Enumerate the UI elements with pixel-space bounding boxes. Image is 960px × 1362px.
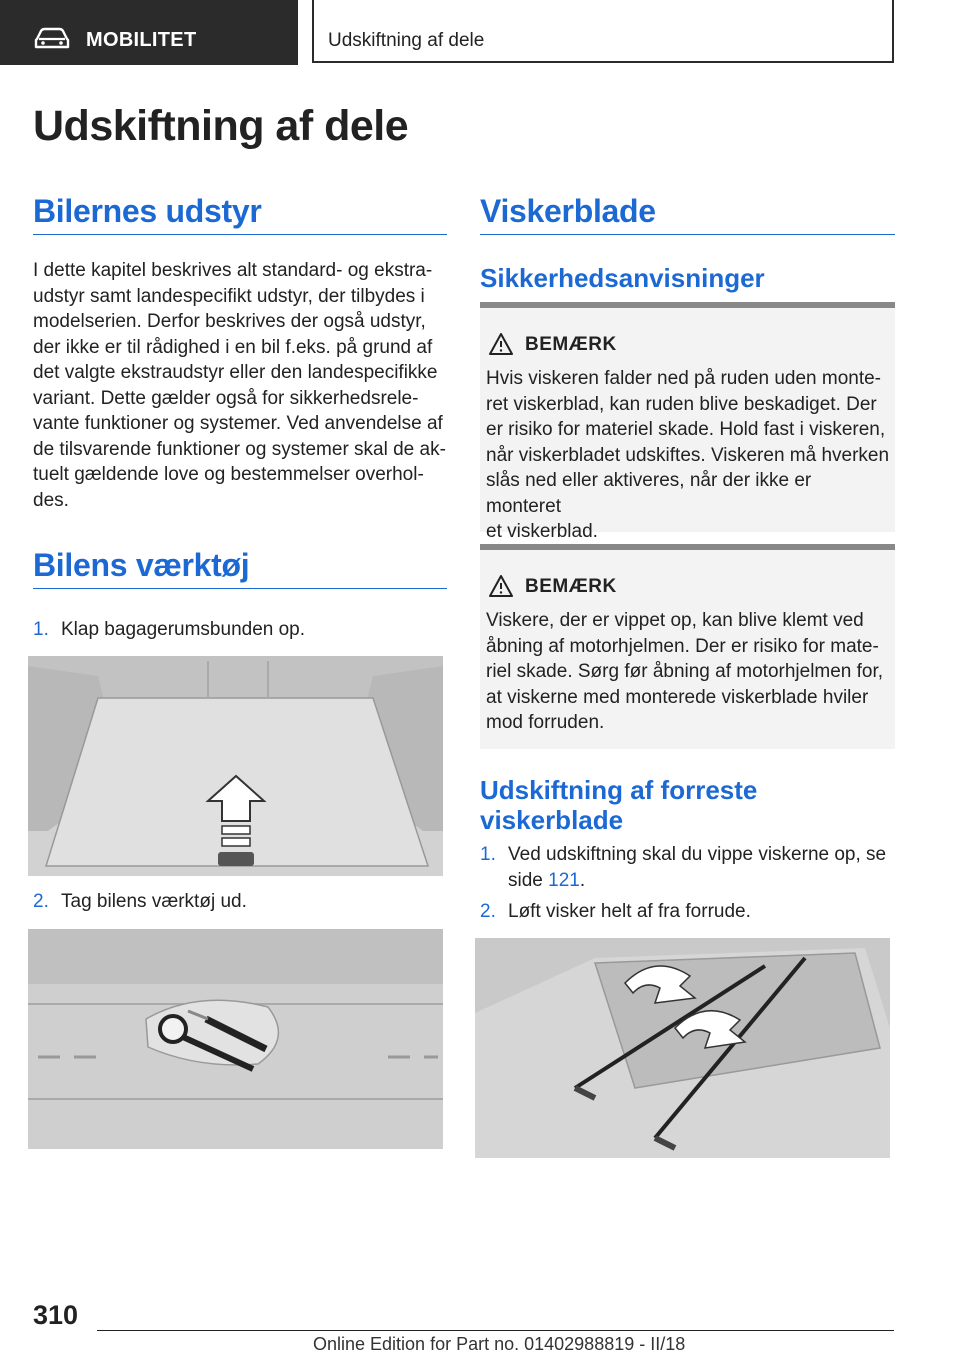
equipment-paragraph [33,258,453,513]
step-item [480,842,895,894]
paragraph-line: des. [33,489,69,511]
notice-box [480,544,895,749]
section-tab [0,0,298,65]
paragraph-line: modelserien. Derfor beskrives der også udstyr, [33,311,426,332]
step-number: 2. [480,901,496,922]
notice-label: BEMÆRK [525,576,617,597]
heading-rule [480,234,895,235]
footer-rule [97,1330,894,1331]
step-text [508,842,886,894]
car-icon [34,26,70,50]
page-reference-link[interactable]: 121 [548,870,580,891]
step-text: Klap bagagerumsbunden op. [61,619,306,640]
notice-line: er risiko for materiel skade. Hold fast i viskeren, [486,419,886,440]
heading-line: Udskiftning af forreste [480,775,758,805]
paragraph-line: der ikke er til rådighed i en bil f.eks. på grund af [33,336,433,358]
step-text: Tag bilens værktøj ud. [61,891,247,912]
notice-text [486,608,891,736]
notice-line: at viskerne med monterede viskerblade hviler [486,686,869,708]
page-title: Udskiftning af dele [33,102,409,150]
step-text: Løft visker helt af fra forrude. [508,901,751,922]
paragraph-line: vante funktioner og systemer. Ved anvendelse af [33,413,443,434]
notice-line: åbning af motorhjelmen. Der er risiko for mate- [486,635,879,657]
heading-line: viskerblade [480,805,624,835]
paragraph-line: det valgte ekstraudstyr eller den landespecifikke [33,362,438,383]
step-line-prefix: side [508,870,549,891]
heading-wipers: Viskerblade [480,193,656,229]
notice-line: Viskere, der er vippet op, kan blive klemt ved [486,610,864,631]
step-number: 2. [33,891,49,912]
warning-icon [488,574,514,598]
notice-line: ret viskerblad, kan ruden blive beskadiget. Der [486,393,877,415]
page-header [312,0,894,63]
heading-rule [33,234,447,235]
footer-edition: Online Edition for Part no. 01402988819 - II/18 [313,1334,686,1354]
heading-rule [33,588,447,589]
step-number: 1. [33,619,49,640]
page-number: 310 [33,1300,79,1330]
cargo-floor-illustration [28,656,443,876]
page-header-title: Udskiftning af dele [328,30,485,51]
step-item [33,617,453,643]
notice-text [486,366,891,545]
step-number: 1. [480,844,496,865]
step-line [508,868,886,894]
wiper-illustration [475,938,890,1158]
notice-box [480,302,895,542]
notice-label: BEMÆRK [525,334,617,355]
heading-toolkit: Bilens værktøj [33,547,250,583]
step-line-suffix: . [579,870,586,891]
step-item [480,899,895,925]
paragraph-line: tuelt gældende love og bestemmelser overhol- [33,464,424,485]
notice-line: slås ned eller aktiveres, når der ikke er monteret [486,470,812,517]
section-label: MOBILITET [86,29,197,51]
toolkit-illustration [28,929,443,1149]
step-line: Ved udskiftning skal du vippe viskerne op, se [508,844,887,865]
heading-replace-front-wipers [480,775,757,835]
paragraph-line: de tilsvarende funktioner og systemer skal de ak- [33,438,446,460]
paragraph-line: udstyr samt landespecifikt udstyr, der tilbydes i [33,285,425,307]
paragraph-line: variant. Dette gælder også for sikkerhedsrele- [33,387,419,409]
notice-line: riel skade. Sørg før åbning af motorhjelmen for, [486,661,884,682]
notice-line: når viskerbladet udskiftes. Viskeren må hverken [486,444,890,466]
step-item [33,889,453,915]
notice-line: mod forruden. [486,712,605,733]
heading-safety: Sikkerhedsanvisninger [480,263,765,293]
warning-icon [488,332,514,356]
notice-line: et viskerblad. [486,521,598,542]
paragraph-line: I dette kapitel beskrives alt standard- og ekstra- [33,260,433,281]
heading-equipment: Bilernes udstyr [33,193,262,229]
notice-line: Hvis viskeren falder ned på ruden uden monte- [486,368,882,389]
